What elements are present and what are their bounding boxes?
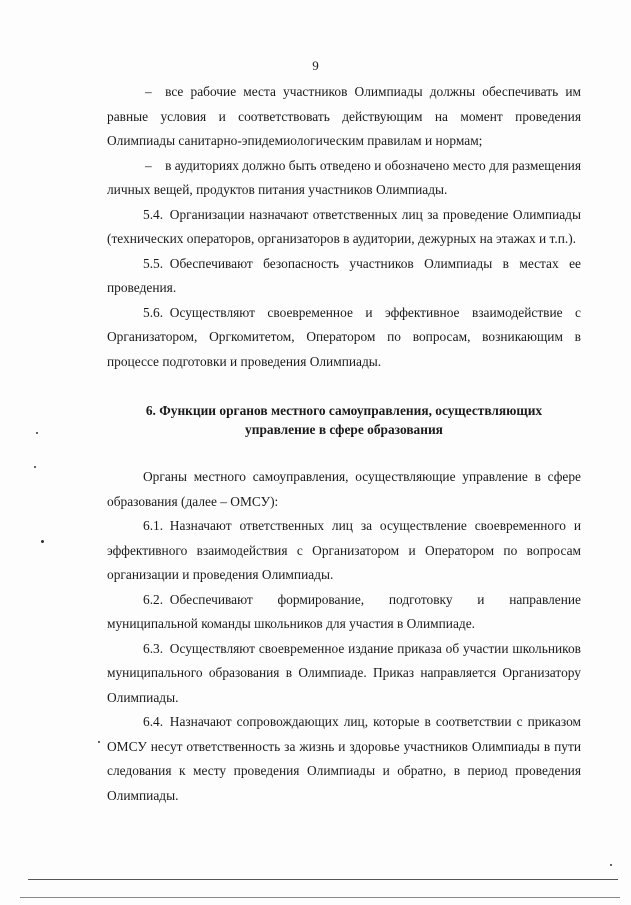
- section-intro: Органы местного самоуправления, осуществляющие управление в сфере образования (далее – ОМСУ):: [107, 469, 581, 509]
- section-heading-line-2: управление в сфере образования: [245, 422, 443, 437]
- list-item-dash: – в аудиториях должно быть отведено и обозначено место для размещения личных вещей, продуктов питания участников Олимпиады.: [107, 157, 582, 197]
- scan-speck: [41, 540, 44, 543]
- page-number: 9: [312, 58, 319, 73]
- list-item-dash: – все рабочие места участников Олимпиады должны обеспечивать им равные условия и соответствовать действующим на момент проведения Олимпиады санитарно-эпидемиологическим правилам и нормам;: [107, 84, 581, 148]
- clause-5-5: 5.5. Обеспечивают безопасность участников Олимпиады в местах ее проведения.: [107, 255, 581, 295]
- section-heading-line-1: 6. Функции органов местного самоуправления, осуществляющих: [145, 403, 543, 418]
- scan-speck: [98, 741, 100, 743]
- clause-6-1: 6.1. Назначают ответственных лиц за осуществление своевременного и эффективного взаимодействия с Организатором и Оператором по вопросам организации и проведения Олимпиады.: [107, 518, 581, 582]
- scan-speck: [34, 466, 36, 468]
- clause-5-4: 5.4. Организации назначают ответственных лиц за проведение Олимпиады (технических операторов, организаторов в аудитории, дежурных на этажах и т.п.).: [107, 206, 581, 246]
- scan-edge-line: [28, 879, 618, 880]
- scan-speck: [610, 864, 612, 866]
- clause-6-3: 6.3. Осуществляют своевременное издание приказа об участии школьников муниципального образования в Олимпиаде. Приказ направляется Организатору Олимпиады.: [107, 640, 581, 705]
- scan-speck: [36, 432, 38, 434]
- clause-6-2: 6.2. Обеспечивают формирование, подготовку и направление муниципальной команды школьников для участия в Олимпиаде.: [107, 591, 581, 631]
- section-heading: [107, 401, 581, 439]
- document-body: [107, 80, 581, 808]
- clause-6-4: 6.4. Назначают сопровождающих лиц, которые в соответствии с приказом ОМСУ несут ответственность за жизнь и здоровье участников Олимпиады в пути следования к месту проведения Олимпиады и обратно, в период проведения Олимпиады.: [107, 714, 581, 803]
- scan-edge-line: [20, 897, 620, 898]
- clause-5-6: 5.6. Осуществляют своевременное и эффективное взаимодействие с Организатором, Оргкомитетом, Оператором по вопросам, возникающим в процессе подготовки и проведения Олимпиады.: [107, 304, 581, 369]
